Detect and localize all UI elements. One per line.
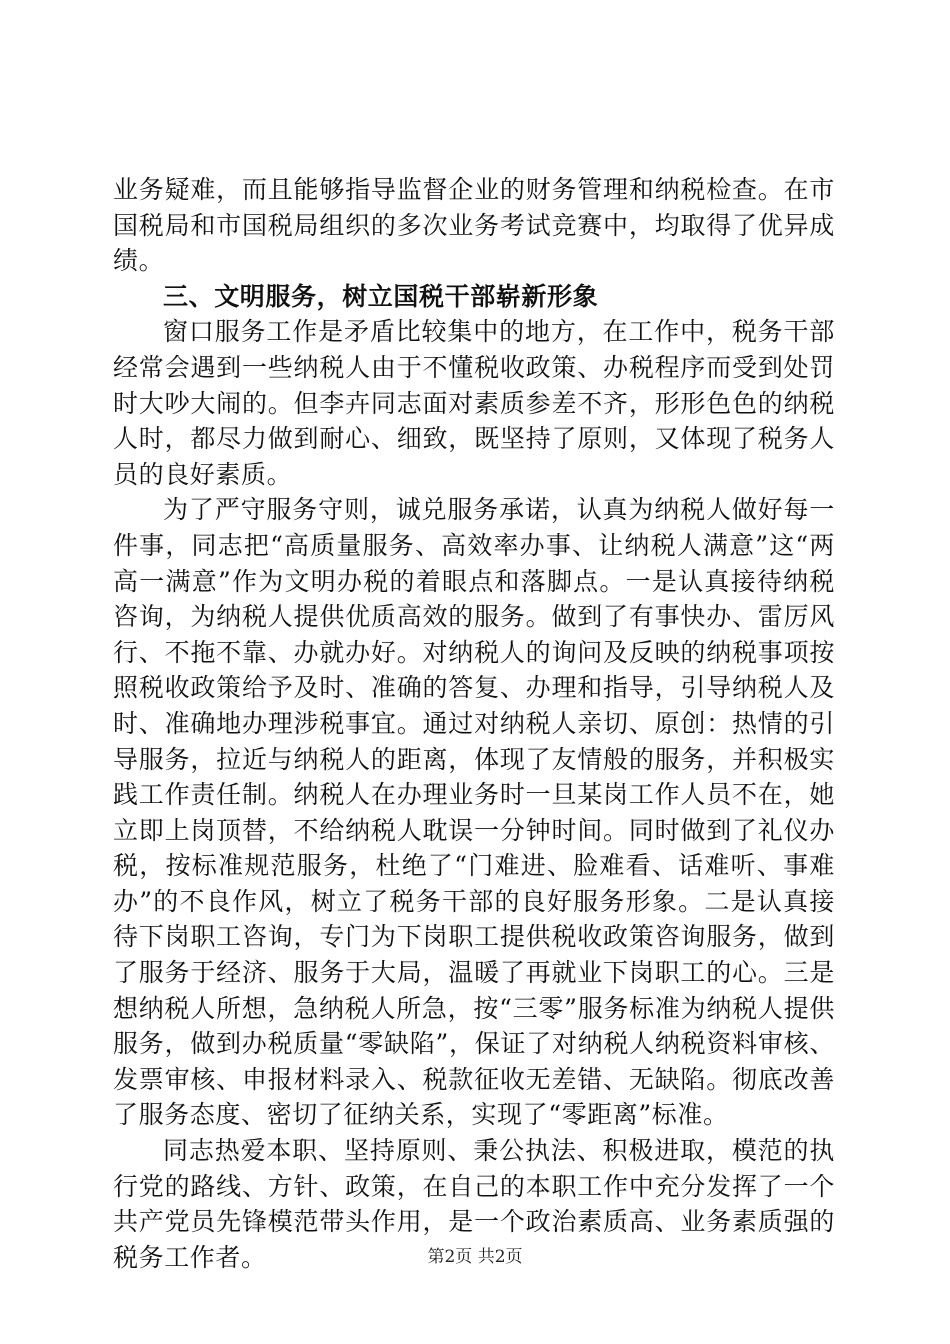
paragraph-window-service: 窗口服务工作是矛盾比较集中的地方，在工作中，税务干部经常会遇到一些纳税人由于不懂税收政策、办税程序而受到处罚时大吵大闹的。但李卉同志面对素质参差不齐，形形色色的纳税人时，都尽力做到耐心、细致，既坚持了原则，又体现了税务人员的良好素质。 [113,317,835,489]
page-footer: 第2页 共2页 [427,1247,523,1267]
paragraph-conclusion: 同志热爱本职、坚持原则、秉公执法、积极进取，模范的执行党的路线、方针、政策，在自己的本职工作中充分发挥了一个共产党员先锋模范带头作用，是一个政治素质高、业务素质强的税务工作者。 [113,1136,835,1272]
paragraph-continuation: 业务疑难，而且能够指导监督企业的财务管理和纳税检查。在市国税局和市国税局组织的多次业务考试竞赛中，均取得了优异成绩。 [113,175,835,276]
document-body [113,172,835,1275]
section-heading: 三、文明服务，树立国税干部崭新形象 [163,281,599,311]
paragraph-service-commitment: 为了严守服务守则，诚兑服务承诺，认真为纳税人做好每一件事，同志把“高质量服务、高效率办事、让纳税人满意”这“两高一满意”作为文明办税的着眼点和落脚点。一是认真接待纳税咨询，为纳税人提供优质高效的服务。做到了有事快办、雷厉风行、不拖不靠、办就办好。对纳税人的询问及反映的纳税事项按照税收政策给予及时、准确的答复、办理和指导，引导纳税人及时、准确地办理涉税事宜。通过对纳税人亲切、原创：热情的引导服务，拉近与纳税人的距离，体现了友情般的服务，并积极实践工作责任制。纳税人在办理业务时一旦某岗工作人员不在，她立即上岗顶替，不给纳税人耽误一分钟时间。同时做到了礼仪办税，按标准规范服务，杜绝了“门难进、脸难看、话难听、事难办”的不良作风，树立了税务干部的良好服务形象。二是认真接待下岗职工咨询，专门为下岗职工提供税收政策咨询服务，做到了服务于经济、服务于大局，温暖了再就业下岗职工的心。三是想纳税人所想，急纳税人所急，按“三零”服务标准为纳税人提供服务，做到办税质量“零缺陷”，保证了对纳税人纳税资料审核、发票审核、申报材料录入、税款征收无差错、无缺陷。彻底改善了服务态度、密切了征纳关系，实现了“零距离”标准。 [113,495,835,1130]
